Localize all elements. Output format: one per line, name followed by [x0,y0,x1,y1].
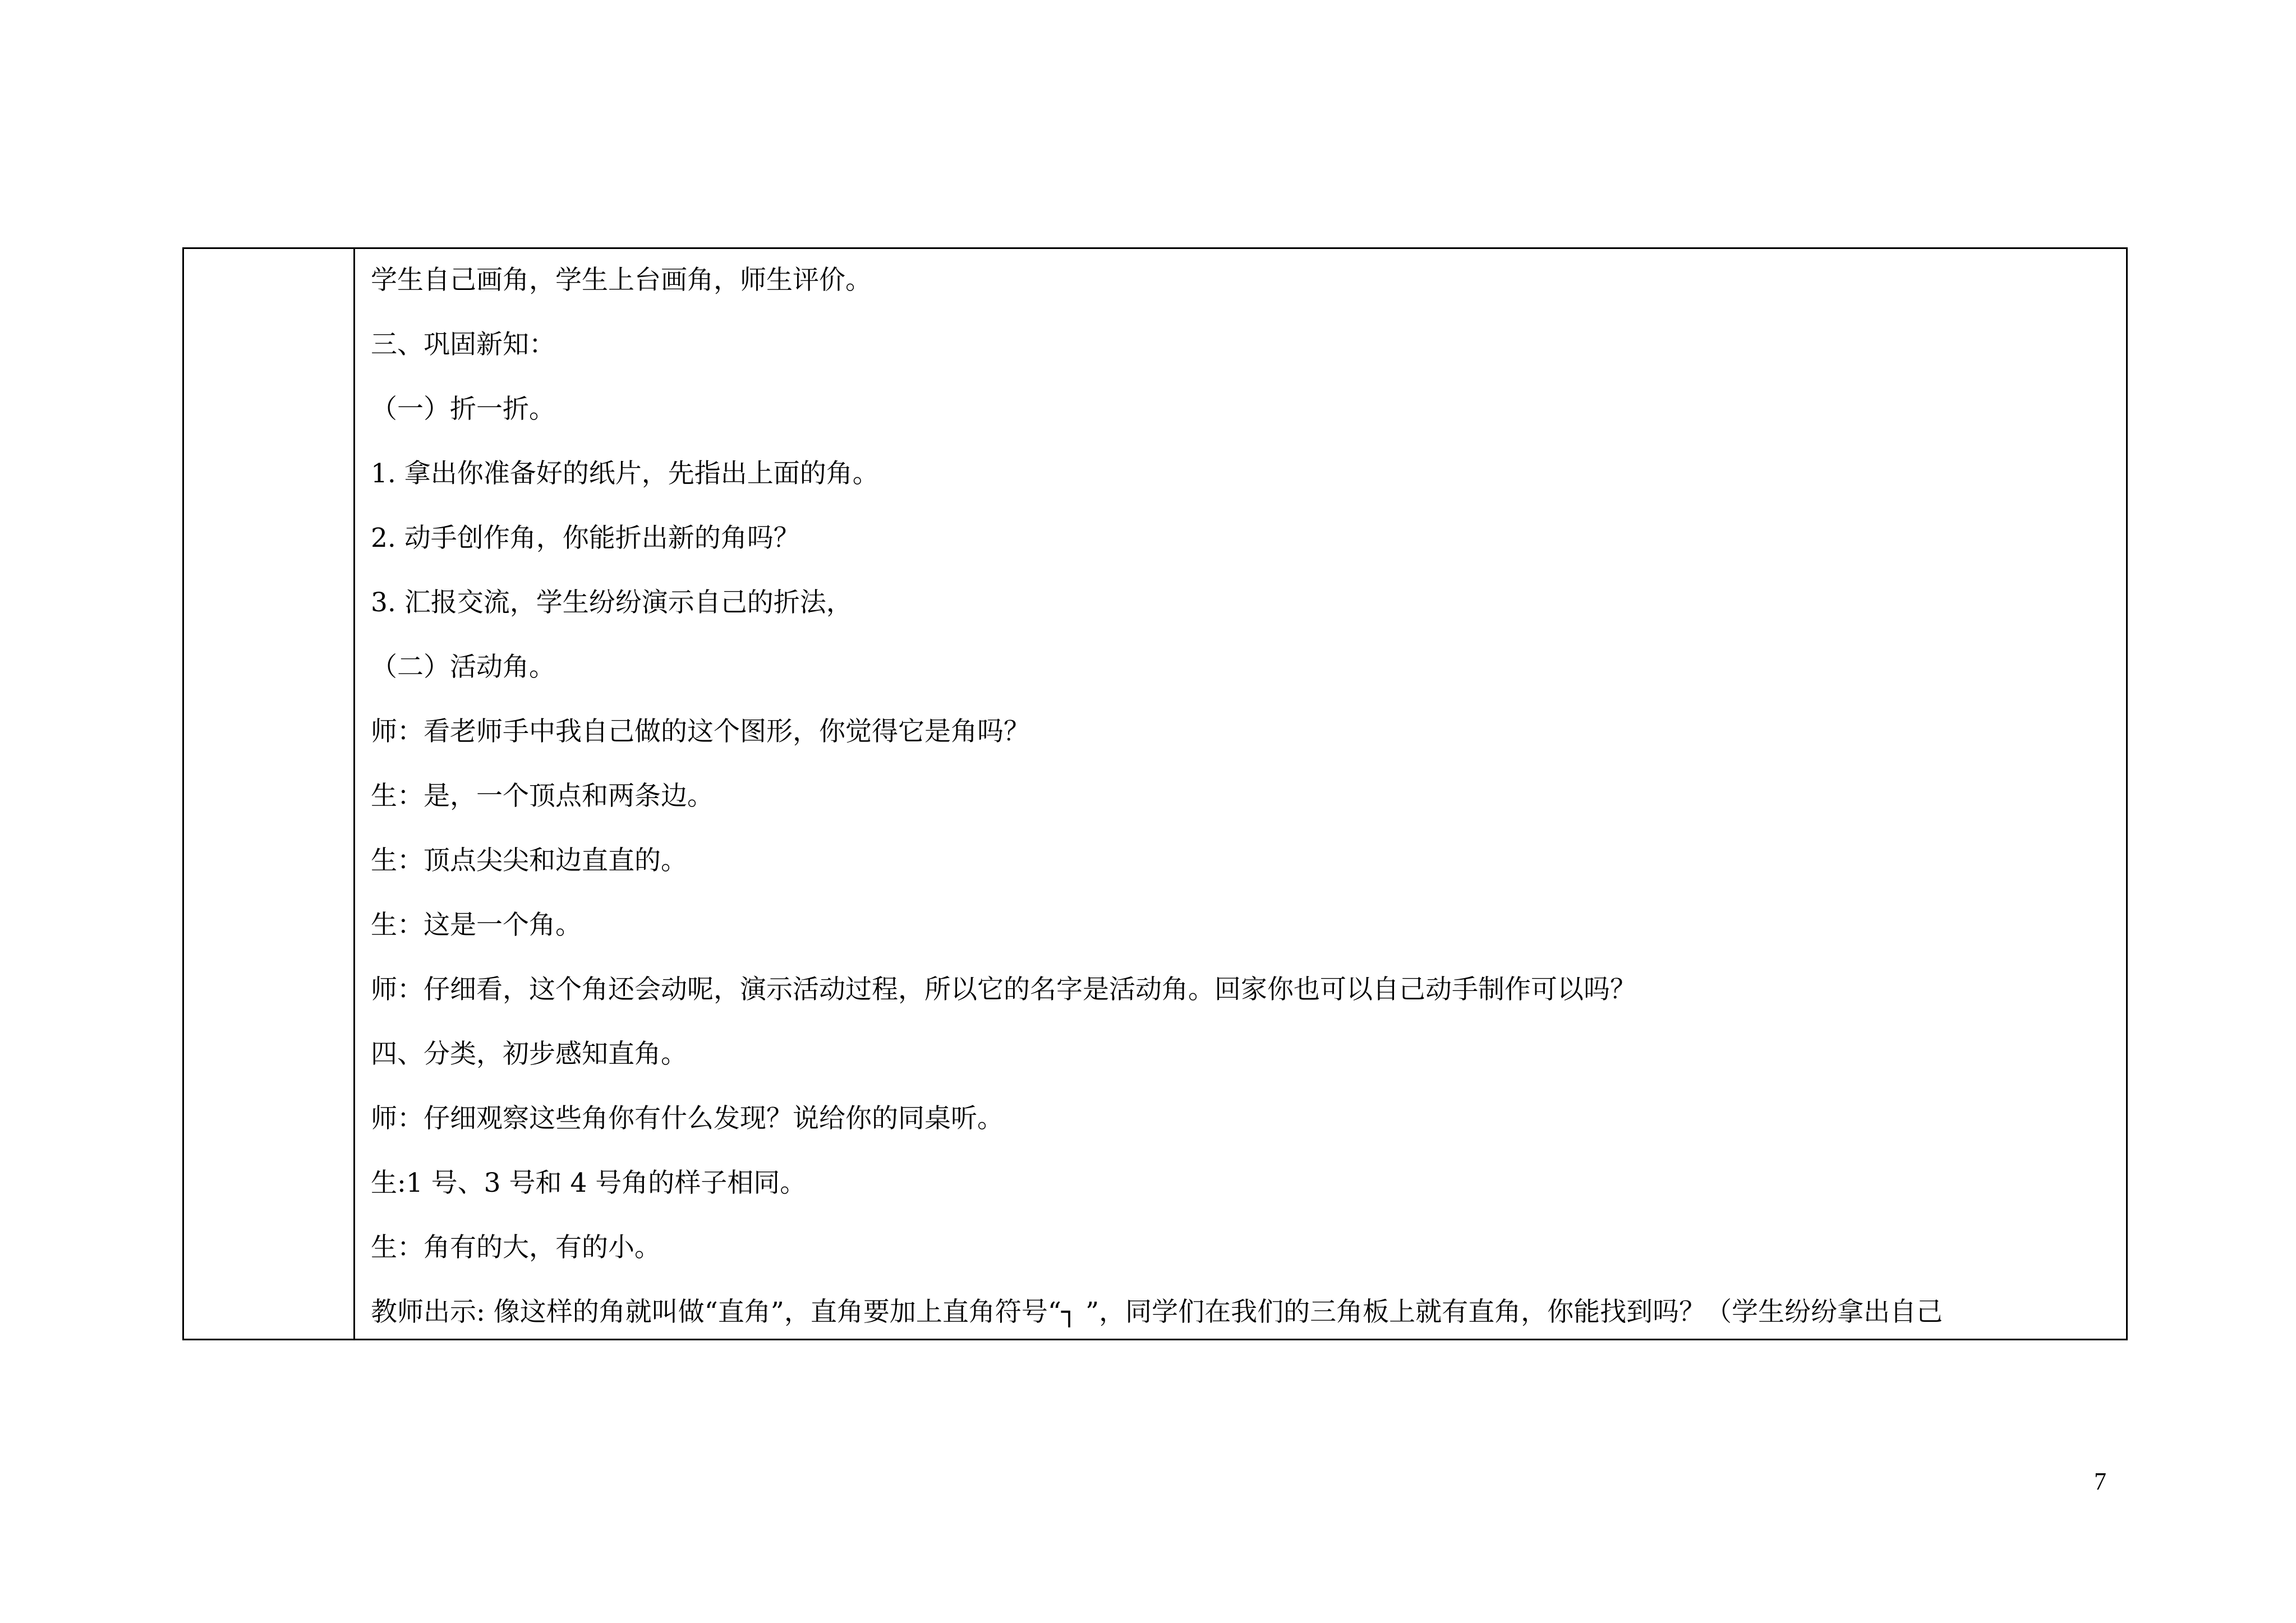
section-heading: 三、巩固新知： [371,329,555,360]
text-line: 生：顶点尖尖和边直直的。 [371,845,687,876]
table-left-column [184,249,355,1339]
text-line: 生：角有的大，有的小。 [371,1232,661,1263]
text-line: 3. 汇报交流，学生纷纷演示自己的折法， [371,587,853,618]
text-line: 生：是，一个顶点和两条边。 [371,781,714,811]
text-line: 师：看老师手中我自己做的这个图形，你觉得它是角吗？ [371,716,1030,747]
text-line: 师：仔细看，这个角还会动呢，演示活动过程，所以它的名字是活动角。回家你也可以自己动手制作可以吗？ [371,974,1636,1005]
lesson-table [182,247,2128,1340]
page-number: 7 [2094,1468,2106,1495]
text-line: 2. 动手创作角，你能折出新的角吗？ [371,523,800,554]
text-line: 生:1 号、3 号和 4 号角的样子相同。 [371,1168,807,1198]
text-line: 教师出示: 像这样的角就叫做“直角”，直角要加上直角符号“┐ ”，同学们在我们的三角板上就有直角，你能找到吗？（学生纷纷拿出自己 [371,1297,1943,1327]
text-line: 1. 拿出你准备好的纸片，先指出上面的角。 [371,458,879,489]
text-line: 生：这是一个角。 [371,910,582,940]
text-line: 学生自己画角，学生上台画角，师生评价。 [371,265,872,296]
subsection-heading: （二）活动角。 [371,652,555,683]
text-line: 师：仔细观察这些角你有什么发现？说给你的同桌听。 [371,1103,1004,1134]
subsection-heading: （一）折一折。 [371,394,555,425]
table-content-column [355,249,2126,1339]
section-heading: 四、分类，初步感知直角。 [371,1039,687,1069]
